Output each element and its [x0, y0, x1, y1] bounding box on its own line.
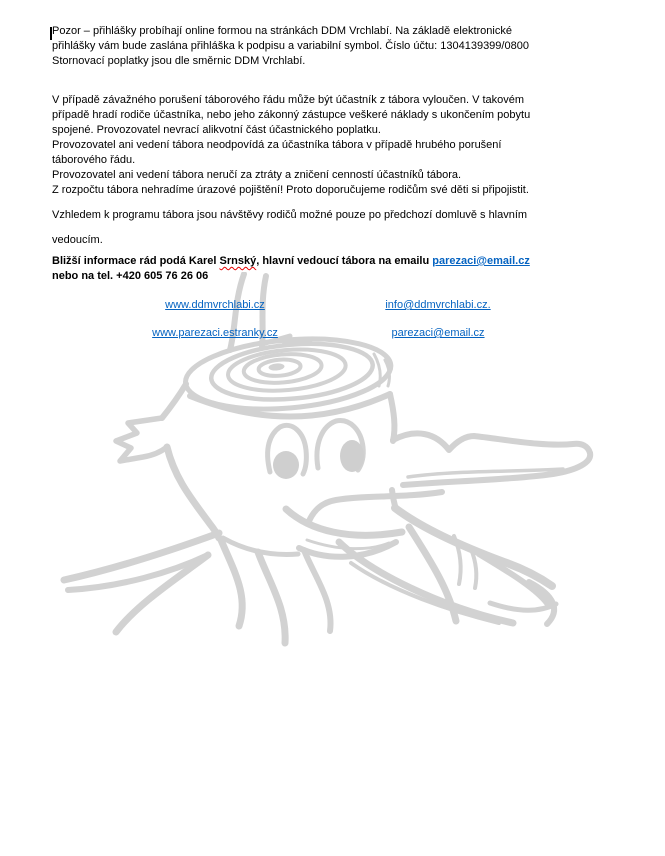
link-ddmvrchlabi-website[interactable]: www.ddmvrchlabi.cz	[165, 299, 265, 311]
link-parezaci-email[interactable]: parezaci@email.cz	[391, 327, 485, 339]
text-line: vedoucím.	[52, 234, 103, 246]
text-line: Pozor – přihlášky probíhají online formou na stránkách DDM Vrchlabí. Na základě elektronické	[52, 25, 512, 37]
contact-phone-line: nebo na tel. +420 605 76 26 06	[52, 270, 209, 282]
paragraph-camp-rules	[52, 93, 530, 198]
contact-email-link[interactable]: parezaci@email.cz	[432, 255, 530, 267]
text-line: Provozovatel ani vedení tábora neodpovídá za účastníka tábora v případě hrubého porušení	[52, 139, 502, 151]
text-line	[52, 254, 530, 269]
paragraph-contact	[52, 254, 530, 284]
text-line: Z rozpočtu tábora nehradíme úrazové pojištění! Proto doporučujeme rodičům své děti si připojistit.	[52, 184, 529, 196]
text-line: Vzhledem k programu tábora jsou návštěvy rodičů možné pouze po předchozí domluvě s hlavním	[52, 209, 528, 221]
text-line: spojené. Provozovatel nevrací alikvotní část účastnického poplatku.	[52, 124, 381, 136]
text-line: V případě závažného porušení táborového řádu může být účastník z tábora vyloučen. V takovém	[52, 94, 525, 106]
text-line: případě hradí rodiče účastníka, nebo jeho zákonný zástupce veškeré náklady s ukončením pobytu	[52, 109, 531, 121]
text-line: Stornovací poplatky jsou dle směrnic DDM Vrchlabí.	[52, 55, 306, 67]
text-cursor	[50, 27, 52, 40]
link-parezaci-website[interactable]: www.parezaci.estranky.cz	[152, 327, 278, 339]
text-line: Provozovatel ani vedení tábora neručí za ztráty a zničení cenností účastníků tábora.	[52, 169, 462, 181]
paragraph-parent-visits	[52, 203, 527, 253]
misspelled-word-srnsky: Srnský	[219, 255, 257, 267]
text-line: přihlášky vám bude zaslána přihláška k podpisu a variabilní symbol. Číslo účtu: 1304139399/0800	[52, 40, 529, 52]
text-line: táborového řádu.	[52, 154, 136, 166]
contact-text-before: Bližší informace rád podá Karel	[52, 255, 220, 267]
link-ddmvrchlabi-email[interactable]: info@ddmvrchlabi.cz.	[385, 299, 491, 311]
contact-text-mid: , hlavní vedoucí tábora na emailu	[256, 255, 433, 267]
paragraph-registration-info	[52, 24, 529, 69]
